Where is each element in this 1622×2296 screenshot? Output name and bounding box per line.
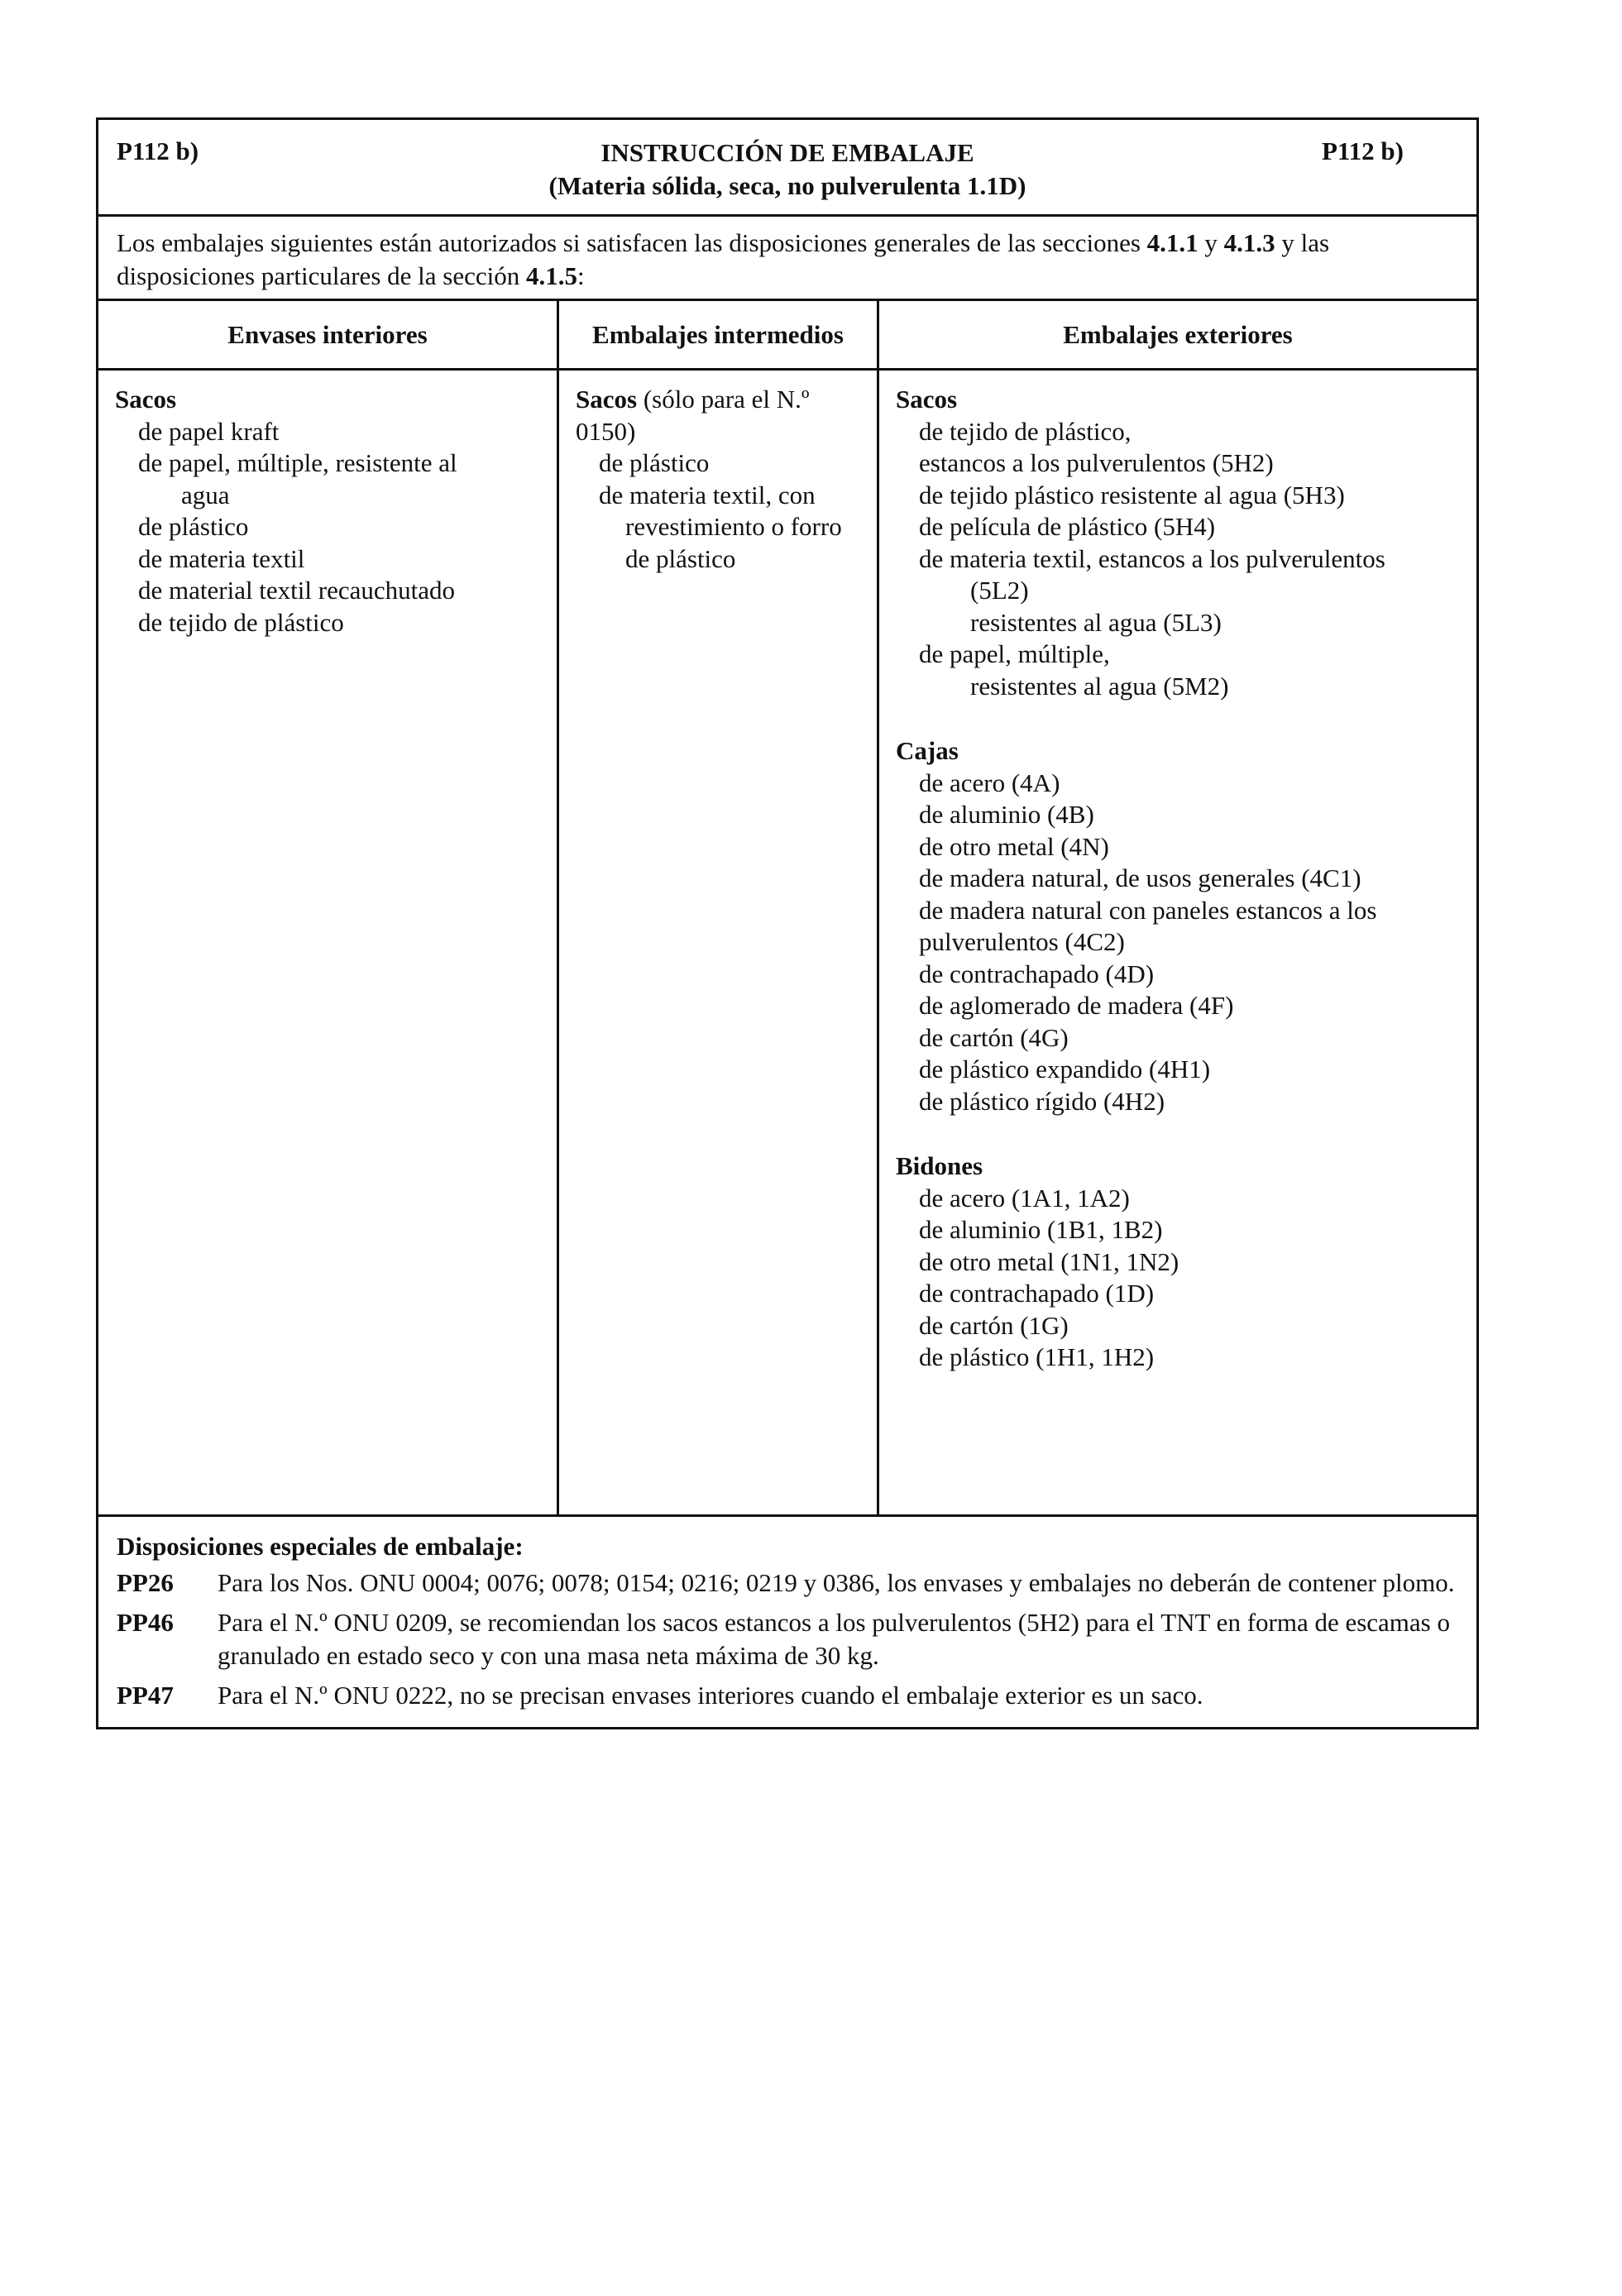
intermediate-group-line: [576, 384, 862, 416]
list-item: de tejido de plástico,: [919, 416, 1132, 446]
list-item: de materia textil, con: [599, 480, 816, 509]
outer-packaging-cell: [877, 371, 1476, 1514]
list-item: de materia textil: [138, 543, 305, 573]
inner-packaging-cell: [98, 371, 557, 1514]
list-item: resistentes al agua (5L3): [970, 607, 1222, 637]
list-item: estancos a los pulverulentos (5H2): [919, 448, 1274, 477]
section-ref: 4.1.3: [1223, 228, 1275, 257]
list-item: de otro metal (4N): [919, 831, 1109, 861]
list-item: de plástico (1H1, 1H2): [919, 1342, 1155, 1371]
intro-text: :: [577, 261, 585, 290]
instruction-code-left: P112 b): [117, 136, 199, 165]
group-note-continued: 0150): [576, 416, 636, 446]
list-item: de papel, múltiple,: [919, 639, 1110, 668]
list-item: de película de plástico (5H4): [919, 512, 1216, 541]
group-label: Sacos: [576, 385, 638, 414]
list-item: de cartón (1G): [919, 1310, 1069, 1340]
list-item: de papel kraft: [138, 416, 280, 446]
list-item: de aluminio (1B1, 1B2): [919, 1215, 1163, 1244]
spacer: [896, 702, 1462, 735]
provision-pp46: [117, 1606, 1458, 1672]
intro-text: y: [1198, 228, 1224, 257]
list-item: de contrachapado (4D): [919, 959, 1155, 988]
instruction-header: [98, 120, 1476, 214]
list-item: de aglomerado de madera (4F): [919, 991, 1234, 1020]
list-item: de otro metal (1N1, 1N2): [919, 1246, 1179, 1276]
list-item: de plástico: [138, 512, 249, 541]
list-item: de acero (1A1, 1A2): [919, 1183, 1130, 1213]
list-item: de plástico: [625, 543, 736, 573]
instruction-code-right: P112 b): [1321, 136, 1404, 165]
packing-instruction-table: [96, 117, 1479, 1729]
list-item: pulverulentos (4C2): [919, 927, 1125, 956]
column-header-inner: Envases interiores: [227, 319, 428, 349]
provision-code: PP26: [117, 1568, 174, 1597]
group-label: Sacos: [896, 385, 958, 414]
provision-code: PP47: [117, 1681, 174, 1710]
list-item: (5L2): [970, 576, 1029, 605]
column-headers: [98, 299, 1476, 368]
instruction-subtitle: (Materia sólida, seca, no pulverulenta 1.1D): [548, 171, 1026, 200]
group-label: Bidones: [896, 1151, 983, 1180]
list-item: de plástico expandido (4H1): [919, 1055, 1211, 1083]
provision-text: Para el N.º ONU 0209, se recomiendan los sacos estancos a los pulverulentos (5H2) para el TNT en forma de escamas o granulado en estado seco y con una masa neta máxima de 30 kg.: [218, 1608, 1450, 1670]
column-header-intermediate: Embalajes intermedios: [557, 301, 877, 368]
provision-pp47: [117, 1679, 1458, 1712]
list-item: resistentes al agua (5M2): [970, 671, 1229, 701]
list-item: de madera natural, de usos generales (4C1): [919, 863, 1361, 892]
provision-code: PP46: [117, 1608, 174, 1637]
provision-pp26: [117, 1567, 1458, 1600]
special-provisions-title: Disposiciones especiales de embalaje:: [117, 1532, 524, 1561]
packaging-body: [98, 368, 1476, 1514]
list-item: de tejido plástico resistente al agua (5H3): [919, 480, 1345, 509]
column-header-outer: Embalajes exteriores: [877, 301, 1476, 368]
group-label: Cajas: [896, 736, 959, 765]
provision-text: Para los Nos. ONU 0004; 0076; 0078; 0154; 0216; 0219 y 0386, los envases y embalajes no deberán de contener plomo.: [218, 1568, 1455, 1597]
list-item: de plástico rígido (4H2): [919, 1086, 1165, 1116]
intro-paragraph: [98, 214, 1476, 299]
list-item: de materia textil, estancos a los pulverulentos: [919, 543, 1385, 573]
instruction-title: INSTRUCCIÓN DE EMBALAJE: [600, 138, 974, 167]
section-ref: 4.1.5: [525, 261, 577, 290]
list-item: de cartón (4G): [919, 1022, 1069, 1052]
intro-text: y las disposiciones particulares de la sección: [117, 228, 1330, 290]
group-label: Sacos: [115, 385, 177, 414]
instruction-title-block: [98, 136, 1476, 203]
section-ref: 4.1.1: [1146, 228, 1199, 257]
list-item: de tejido de plástico: [138, 607, 344, 637]
intermediate-packaging-cell: [557, 371, 877, 1514]
list-item: de material textil recauchutado: [138, 576, 456, 605]
list-item: de papel, múltiple, resistente al: [138, 448, 457, 477]
list-item: de acero (4A): [919, 768, 1060, 797]
intro-text: Los embalajes siguientes están autorizados si satisfacen las disposiciones generales de las secciones: [117, 228, 1147, 257]
list-item: de contrachapado (1D): [919, 1279, 1155, 1308]
list-item: de aluminio (4B): [919, 800, 1094, 829]
special-provisions: [98, 1514, 1476, 1727]
spacer: [896, 1117, 1462, 1150]
list-item: agua: [181, 480, 230, 509]
provision-text: Para el N.º ONU 0222, no se precisan envases interiores cuando el embalaje exterior es un saco.: [218, 1681, 1203, 1710]
list-item: de plástico: [599, 448, 710, 477]
group-note: (sólo para el N.º: [637, 385, 810, 414]
list-item: revestimiento o forro: [625, 512, 842, 541]
list-item: de madera natural con paneles estancos a los: [919, 895, 1377, 925]
